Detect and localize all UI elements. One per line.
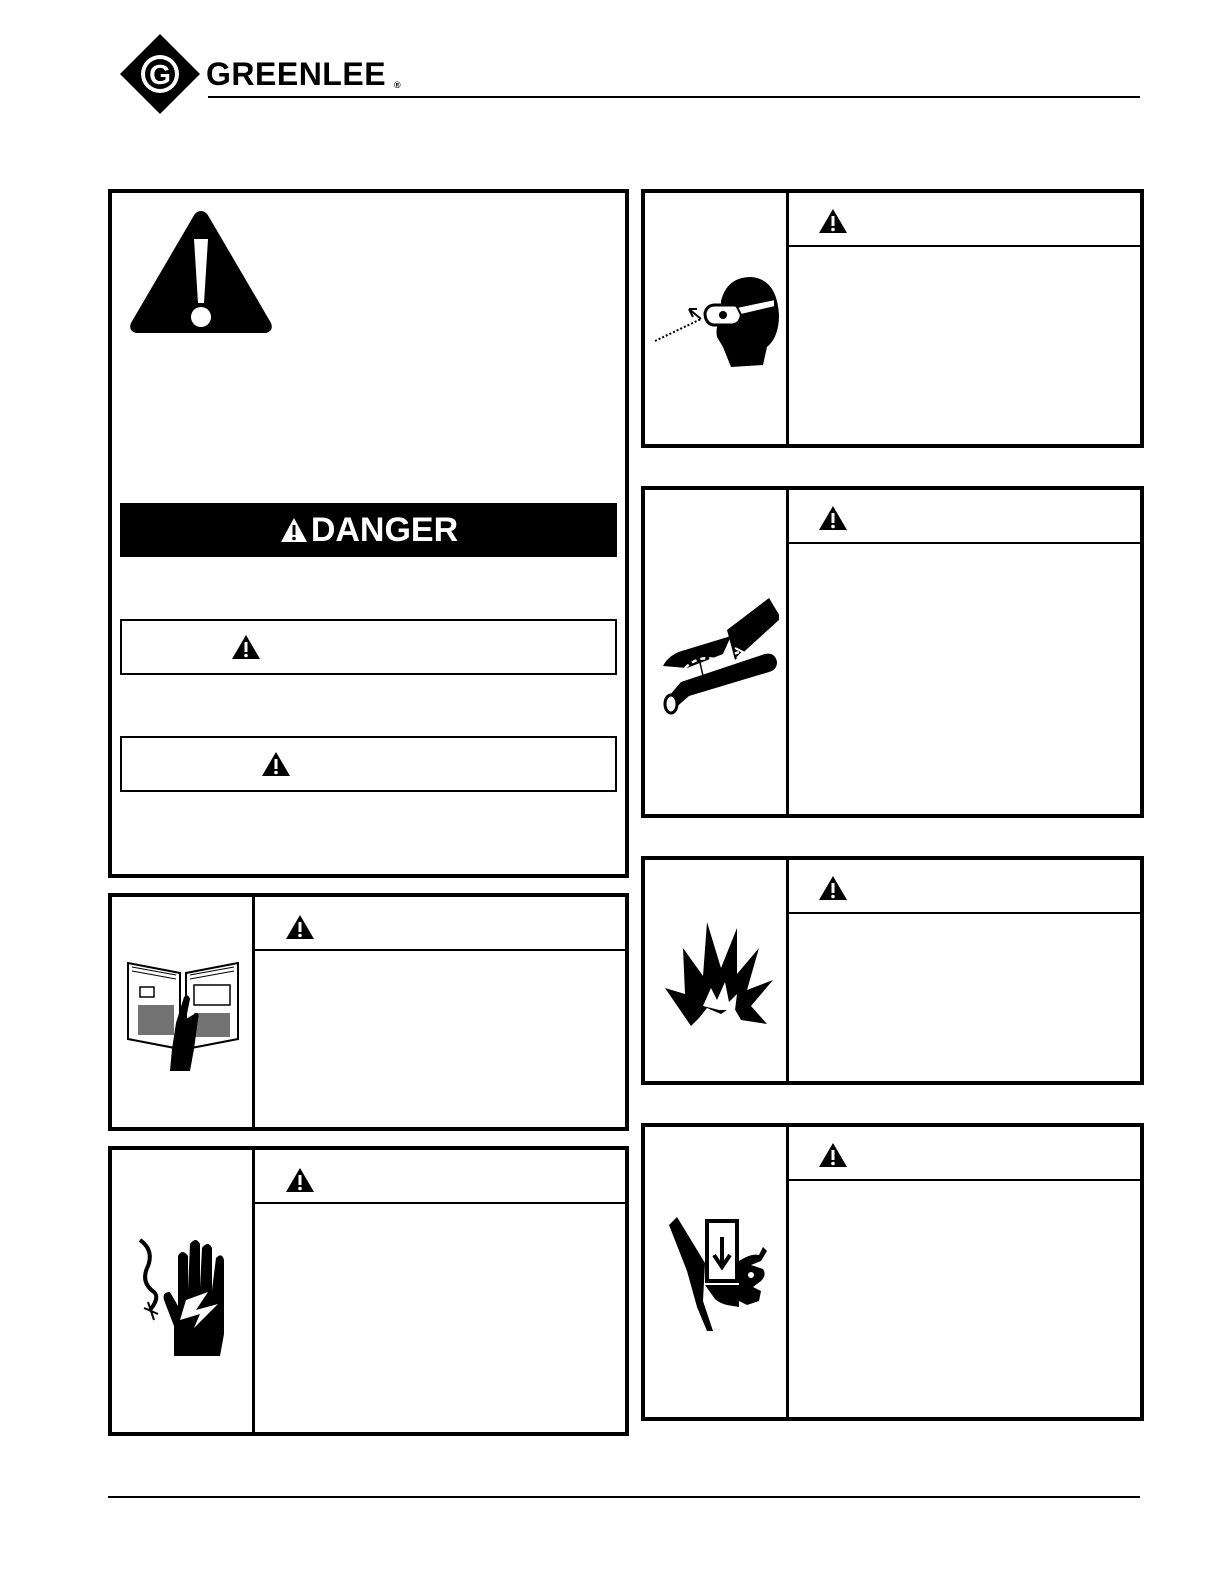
electric-shock-icon bbox=[134, 1236, 244, 1366]
footer-rule bbox=[108, 1496, 1140, 1498]
warning-label-box bbox=[120, 619, 617, 675]
explosion-panel bbox=[641, 856, 1144, 1085]
caution-label-box bbox=[120, 736, 617, 792]
caution-triangle-icon bbox=[260, 750, 292, 778]
explosion-icon bbox=[663, 920, 773, 1030]
danger-banner bbox=[120, 503, 617, 557]
warning-triangle-icon bbox=[279, 516, 309, 544]
crush-hazard-panel bbox=[641, 1123, 1144, 1421]
read-manual-panel bbox=[108, 893, 629, 1131]
alert-triangle-icon bbox=[817, 207, 849, 235]
electric-shock-panel bbox=[108, 1146, 629, 1436]
safety-alert-large-icon bbox=[126, 207, 276, 337]
safety-goggles-icon bbox=[651, 275, 781, 375]
eye-protection-panel bbox=[641, 189, 1144, 448]
header-rule bbox=[208, 96, 1140, 98]
alert-triangle-icon bbox=[817, 874, 849, 902]
alert-triangle-icon bbox=[817, 504, 849, 532]
warning-triangle-icon bbox=[230, 633, 262, 661]
crush-hazard-icon bbox=[667, 1211, 777, 1331]
injection-hazard-panel bbox=[641, 486, 1144, 818]
svg-text:G: G bbox=[149, 59, 171, 90]
safety-alert-panel bbox=[108, 189, 629, 878]
hydraulic-injection-icon bbox=[659, 596, 779, 726]
alert-triangle-icon bbox=[817, 1141, 849, 1169]
greenlee-logo bbox=[118, 32, 418, 116]
read-manual-icon bbox=[124, 953, 242, 1071]
danger-label: DANGER bbox=[310, 510, 459, 549]
alert-triangle-icon bbox=[284, 913, 316, 941]
greenlee-diamond-icon bbox=[118, 32, 202, 116]
registered-mark: ® bbox=[394, 80, 401, 90]
alert-triangle-icon bbox=[284, 1166, 316, 1194]
brand-name: GREENLEE bbox=[206, 56, 387, 92]
